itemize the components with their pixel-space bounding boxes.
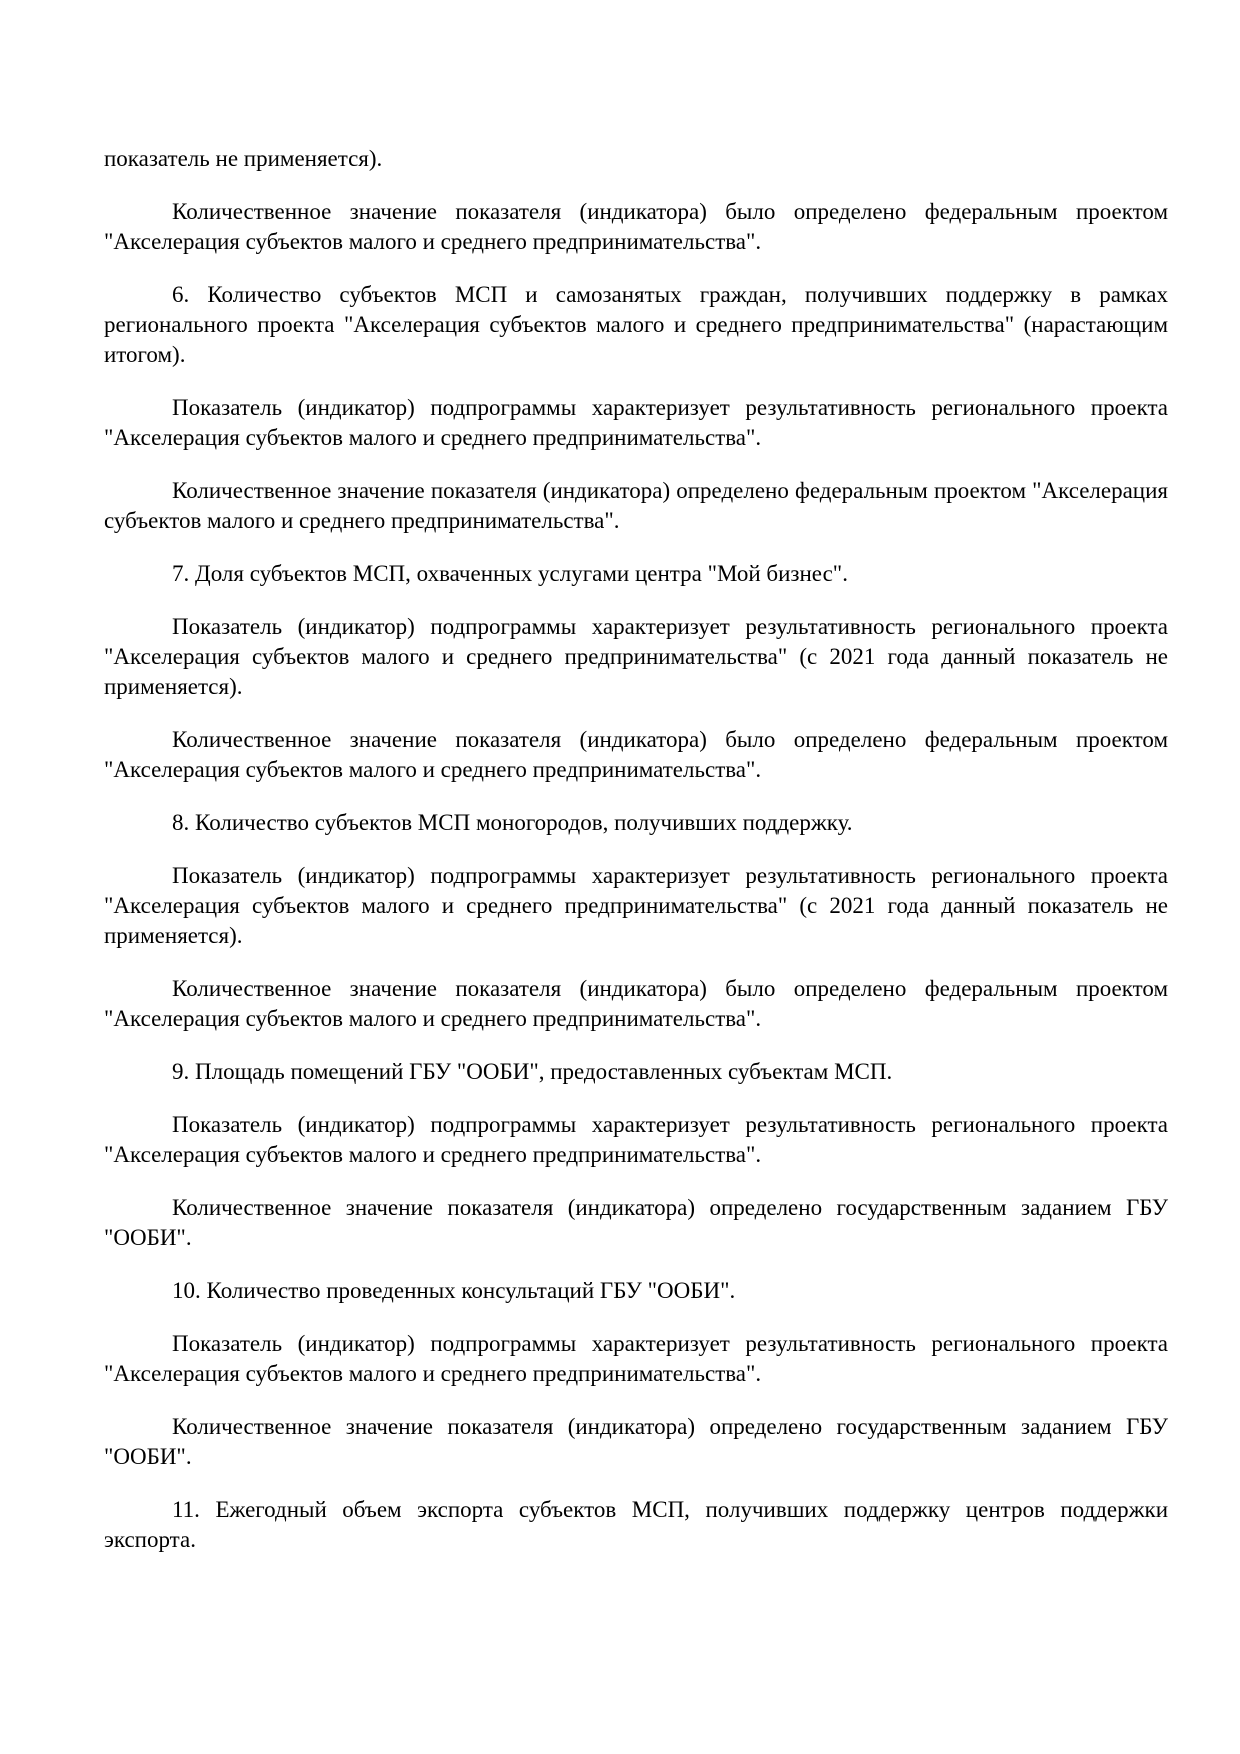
paragraph: Показатель (индикатор) подпрограммы характеризует результативность регионального проекта "Акселерация субъектов малого и среднего предпринимательства". <box>104 1331 1168 1386</box>
paragraph: 10. Количество проведенных консультаций ГБУ "ООБИ". <box>172 1278 736 1303</box>
paragraph: Показатель (индикатор) подпрограммы характеризует результативность регионального проекта "Акселерация субъектов малого и среднего предпринимательства". <box>104 395 1168 450</box>
paragraph: Показатель (индикатор) подпрограммы характеризует результативность регионального проекта "Акселерация субъектов малого и среднего предпринимательства". <box>104 1112 1168 1167</box>
paragraph: 11. Ежегодный объем экспорта субъектов МСП, получивших поддержку центров поддержки экспорта. <box>104 1497 1168 1552</box>
paragraph: Количественное значение показателя (индикатора) было определено федеральным проектом "Акселерация субъектов малого и среднего предпринимательства". <box>104 727 1168 782</box>
paragraph: Показатель (индикатор) подпрограммы характеризует результативность регионального проекта "Акселерация субъектов малого и среднего предпринимательства" (с 2021 года данный показатель не применяется). <box>104 863 1168 948</box>
paragraph: Количественное значение показателя (индикатора) определено государственным заданием ГБУ "ООБИ". <box>104 1414 1168 1469</box>
paragraph: Показатель (индикатор) подпрограммы характеризует результативность регионального проекта "Акселерация субъектов малого и среднего предпринимательства" (с 2021 года данный показатель не применяется). <box>104 614 1168 699</box>
paragraph: 6. Количество субъектов МСП и самозанятых граждан, получивших поддержку в рамках регионального проекта "Акселерация субъектов малого и среднего предпринимательства" (нарастающим итогом). <box>104 282 1168 367</box>
paragraph: 7. Доля субъектов МСП, охваченных услугами центра "Мой бизнес". <box>172 561 848 586</box>
paragraph: Количественное значение показателя (индикатора) определено государственным заданием ГБУ "ООБИ". <box>104 1195 1168 1250</box>
paragraph: 9. Площадь помещений ГБУ "ООБИ", предоставленных субъектам МСП. <box>172 1059 893 1084</box>
paragraph: показатель не применяется). <box>104 146 383 171</box>
paragraph: Количественное значение показателя (индикатора) было определено федеральным проектом "Акселерация субъектов малого и среднего предпринимательства". <box>104 976 1168 1031</box>
document-text-block <box>104 144 1168 1578</box>
paragraph: Количественное значение показателя (индикатора) определено федеральным проектом "Акселерация субъектов малого и среднего предпринимательства". <box>104 478 1168 533</box>
paragraph: Количественное значение показателя (индикатора) было определено федеральным проектом "Акселерация субъектов малого и среднего предпринимательства". <box>104 199 1168 254</box>
paragraph: 8. Количество субъектов МСП моногородов, получивших поддержку. <box>172 810 853 835</box>
